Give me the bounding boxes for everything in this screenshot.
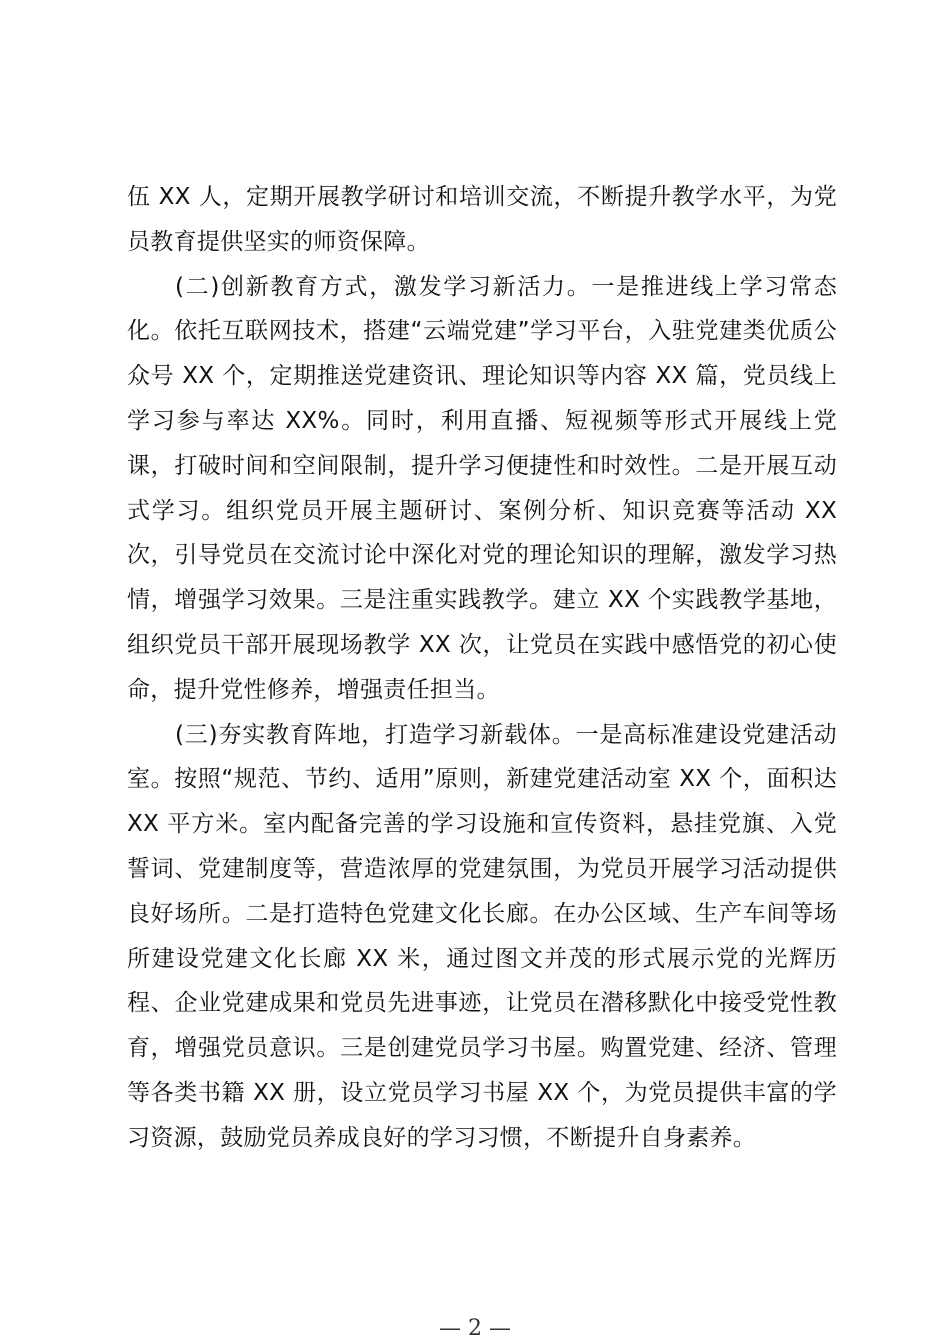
paragraph-text: 伍 XX 人，定期开展教学研讨和培训交流，不断提升教学水平，为党员教育提供坚实的师资保障。	[127, 184, 837, 255]
section-heading-2: (二)创新教育方式，激发学习新活力。	[175, 273, 592, 300]
paragraph-continued	[127, 175, 837, 265]
paragraph-text: 一是推进线上学习常态化。依托互联网技术，搭建“云端党建”学习平台，入驻党建类优质公众号 XX 个，定期推送党建资讯、理论知识等内容 XX 篇，党员线上学习参与率达 XX%。同时，利用直播、短视频等形式开展线上党课，打破时间和空间限制，提升学习便捷性和时效性。二是开展互动式学习。组织党员开展主题研讨、案例分析、知识竞赛等活动 XX 次，引导党员在交流讨论中深化对党的理论知识的理解，激发学习热情，增强学习效果。三是注重实践教学。建立 XX 个实践教学基地，组织党员干部开展现场教学 XX 次，让党员在实践中感悟党的初心使命，提升党性修养，增强责任担当。	[127, 273, 838, 703]
page-number: — 2 —	[439, 1316, 511, 1341]
paragraph-section-3	[127, 713, 837, 1161]
document-body	[127, 175, 837, 1161]
section-heading-3: (三)夯实教育阵地，打造学习新载体。	[175, 721, 576, 748]
paragraph-text: 一是高标准建设党建活动室。按照“规范、节约、适用”原则，新建党建活动室 XX 个，面积达 XX 平方米。室内配备完善的学习设施和宣传资料，悬挂党旗、入党誓词、党建制度等，营造浓厚的党建氛围，为党员开展学习活动提供良好场所。二是打造特色党建文化长廊。在办公区域、生产车间等场所建设党建文化长廊 XX 米，通过图文并茂的形式展示党的光辉历程、企业党建成果和党员先进事迹，让党员在潜移默化中接受党性教育，增强党员意识。三是创建党员学习书屋。购置党建、经济、管理等各类书籍 XX 册，设立党员学习书屋 XX 个，为党员提供丰富的学习资源，鼓励党员养成良好的学习习惯，不断提升自身素养。	[127, 721, 837, 1151]
paragraph-section-2	[127, 265, 837, 713]
